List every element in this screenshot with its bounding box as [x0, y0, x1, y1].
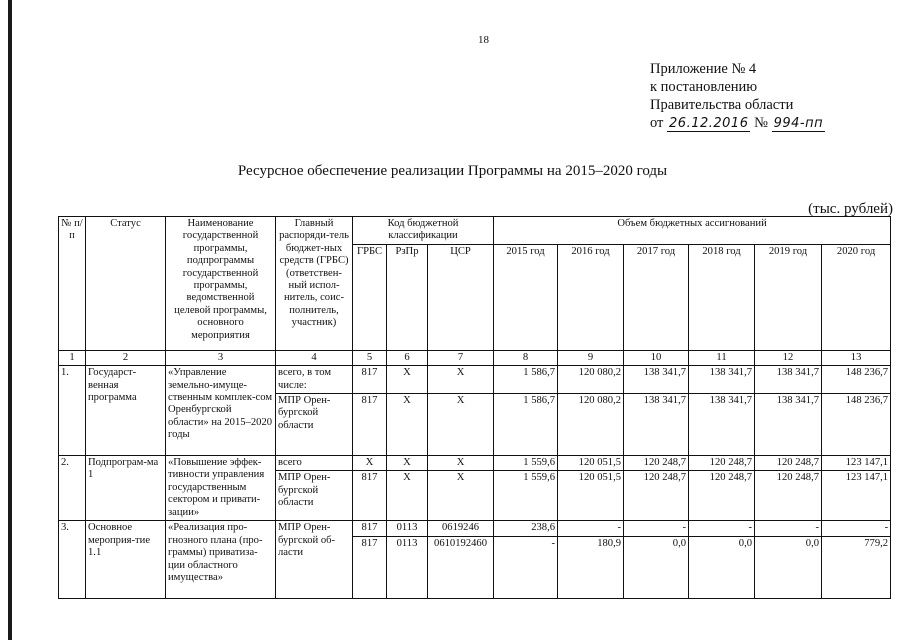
header-year-2016: 2016 год [558, 244, 624, 350]
row-csr: Х [428, 456, 494, 471]
row-num: 1. [59, 366, 86, 456]
row-csr: Х [428, 394, 494, 456]
column-number: 11 [689, 350, 755, 365]
value-2020: 123 147,1 [822, 471, 891, 521]
header-year-2020: 2020 год [822, 244, 891, 350]
value-2020: 123 147,1 [822, 456, 891, 471]
column-number: 9 [558, 350, 624, 365]
row-status: Государст-венная программа [86, 366, 166, 456]
row-csr: Х [428, 366, 494, 394]
value-2019: 120 248,7 [755, 471, 822, 521]
column-number: 7 [428, 350, 494, 365]
header-row-1 [59, 217, 891, 245]
value-2017: 138 341,7 [624, 394, 689, 456]
row-rzpr: Х [387, 471, 428, 521]
value-2018: 138 341,7 [689, 366, 755, 394]
header-year-2019: 2019 год [755, 244, 822, 350]
column-number: 3 [166, 350, 276, 365]
program-row-2 [59, 456, 891, 521]
row-rzpr: 0113 [387, 521, 428, 536]
value-2018: 120 248,7 [689, 471, 755, 521]
row-grbs-code: Х [353, 456, 387, 471]
row-rzpr: Х [387, 366, 428, 394]
row-csr: 0619246 [428, 521, 494, 536]
value-2016: 120 051,5 [558, 456, 624, 471]
document-title: Ресурсное обеспечение реализации Программы на 2015–2020 годы [237, 163, 668, 179]
column-number: 2 [86, 350, 166, 365]
row-grbs: МПР Орен-бургской об-ласти [276, 521, 353, 598]
value-2020: 779,2 [822, 536, 891, 598]
header-budget-code: Код бюджетной классификации [353, 217, 494, 245]
column-number: 6 [387, 350, 428, 365]
program-row-1 [59, 366, 891, 456]
table-row [59, 366, 891, 394]
value-2015: - [494, 536, 558, 598]
value-2017: - [624, 521, 689, 536]
value-2020: 148 236,7 [822, 394, 891, 456]
appendix-date-line [650, 114, 825, 133]
date-prefix: от [650, 115, 664, 131]
table-row [59, 521, 891, 536]
value-2018: 120 248,7 [689, 456, 755, 471]
value-2015: 238,6 [494, 521, 558, 536]
column-number: 8 [494, 350, 558, 365]
column-number: 10 [624, 350, 689, 365]
row-csr: 0610192460 [428, 536, 494, 598]
row-grbs-code: 817 [353, 536, 387, 598]
value-2015: 1 586,7 [494, 366, 558, 394]
row-grbs: МПР Орен-бургской области [276, 471, 353, 521]
value-2017: 120 248,7 [624, 456, 689, 471]
value-2019: 138 341,7 [755, 366, 822, 394]
row-grbs-code: 817 [353, 521, 387, 536]
header-csr: ЦСР [428, 244, 494, 350]
row-grbs-code: 817 [353, 394, 387, 456]
value-2016: 120 051,5 [558, 471, 624, 521]
value-2015: 1 586,7 [494, 394, 558, 456]
column-number: 12 [755, 350, 822, 365]
page-number: 18 [478, 34, 489, 46]
value-2016: - [558, 521, 624, 536]
column-number: 13 [822, 350, 891, 365]
value-2020: 148 236,7 [822, 366, 891, 394]
value-2016: 120 080,2 [558, 394, 624, 456]
value-2020: - [822, 521, 891, 536]
scan-edge-bar [8, 0, 12, 640]
header-grbs: Главный распоряди-тель бюджет-ных средств (ГРБС) (ответствен-ный испол-нитель, соис-полнитель, участник) [276, 217, 353, 351]
units-label: (тыс. рублей) [808, 201, 893, 217]
row-status: Подпрограм-ма 1 [86, 456, 166, 521]
value-2018: - [689, 521, 755, 536]
header-num: № п/п [59, 217, 86, 351]
row-status: Основное мероприя-тие 1.1 [86, 521, 166, 598]
value-2016: 180,9 [558, 536, 624, 598]
header-allocations: Объем бюджетных ассигнований [494, 217, 891, 245]
value-2019: - [755, 521, 822, 536]
value-2018: 0,0 [689, 536, 755, 598]
row-rzpr: Х [387, 394, 428, 456]
column-number: 1 [59, 350, 86, 365]
table-row [59, 456, 891, 471]
header-grbs-code: ГРБС [353, 244, 387, 350]
row-rzpr: Х [387, 456, 428, 471]
header-name: Наименование государственной программы, подпрограммы государственной программы, ведомственной целевой программы, основного мероприятия [166, 217, 276, 351]
table-header [59, 217, 891, 366]
column-number: 5 [353, 350, 387, 365]
value-2015: 1 559,6 [494, 471, 558, 521]
appendix-line-3: Правительства области [650, 97, 794, 113]
value-2019: 120 248,7 [755, 456, 822, 471]
header-year-2017: 2017 год [624, 244, 689, 350]
row-grbs: всего [276, 456, 353, 471]
appendix-block [650, 60, 825, 133]
row-grbs-code: 817 [353, 366, 387, 394]
column-number-row [59, 350, 891, 365]
number-prefix: № [754, 115, 768, 131]
number-value: 994-пп [773, 116, 824, 131]
appendix-line-2: к постановлению [650, 79, 758, 95]
header-rzpr: РзПр [387, 244, 428, 350]
header-status: Статус [86, 217, 166, 351]
column-number: 4 [276, 350, 353, 365]
row-csr: Х [428, 471, 494, 521]
date-value: 26.12.2016 [669, 116, 749, 131]
row-grbs: МПР Орен-бургской области [276, 394, 353, 456]
row-name: «Повышение эффек-тивности управления государственным сектором и привати-зации» [166, 456, 276, 521]
value-2017: 138 341,7 [624, 366, 689, 394]
value-2015: 1 559,6 [494, 456, 558, 471]
row-grbs-code: 817 [353, 471, 387, 521]
resource-table [58, 216, 891, 599]
value-2018: 138 341,7 [689, 394, 755, 456]
appendix-line-1: Приложение № 4 [650, 61, 757, 77]
value-2019: 138 341,7 [755, 394, 822, 456]
value-2017: 120 248,7 [624, 471, 689, 521]
row-name: «Реализация про-гнозного плана (про-граммы) приватиза-ции областного имущества» [166, 521, 276, 598]
row-num: 3. [59, 521, 86, 598]
value-2017: 0,0 [624, 536, 689, 598]
value-2016: 120 080,2 [558, 366, 624, 394]
row-rzpr: 0113 [387, 536, 428, 598]
header-year-2015: 2015 год [494, 244, 558, 350]
header-year-2018: 2018 год [689, 244, 755, 350]
value-2019: 0,0 [755, 536, 822, 598]
row-num: 2. [59, 456, 86, 521]
row-name: «Управление земельно-имуще-ственным комплек-сом Оренбургской области» на 2015–2020 годы [166, 366, 276, 456]
row-grbs: всего, в том числе: [276, 366, 353, 394]
program-row-3 [59, 521, 891, 598]
